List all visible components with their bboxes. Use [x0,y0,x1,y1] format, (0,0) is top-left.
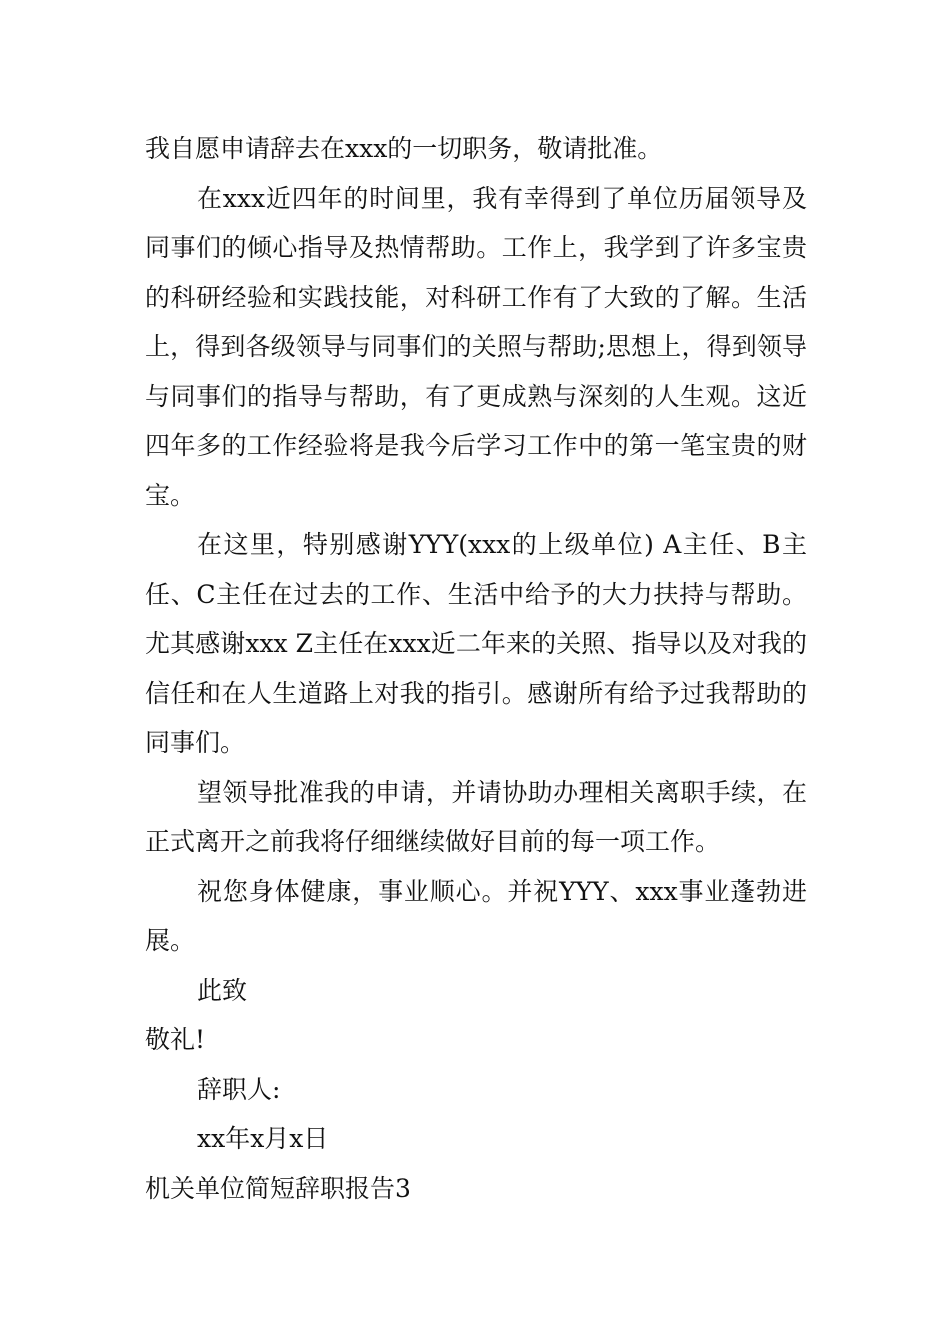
paragraph-request: 望领导批准我的申请，并请协助办理相关离职手续，在正式离开之前我将仔细继续做好目前的每一项工作。 [145,777,807,856]
paragraph-thanks: 在这里，特别感谢YYY(xxx的上级单位) A主任、B主任、C主任在过去的工作、生活中给予的大力扶持与帮助。尤其感谢xxx Z主任在xxx近二年来的关照、指导以及对我的信任和在人生道路上对我的指引。感谢所有给予过我帮助的同事们。 [145,530,807,757]
date-text: xx年x月x日 [197,1124,329,1153]
closing-text: 此致 [197,975,248,1005]
paragraph-wishes: 祝您身体健康，事业顺心。并祝YYY、xxx事业蓬勃进展。 [145,876,807,955]
salute-text: 敬礼! [145,1025,206,1054]
signature-label: 辞职人: [197,1074,281,1104]
paragraph-opening: 我自愿申请辞去在xxx的一切职务，敬请批准。 [145,134,663,163]
next-section-title: 机关单位简短辞职报告3 [145,1173,411,1203]
document-page [145,124,807,1213]
paragraph-experience: 在xxx近四年的时间里，我有幸得到了单位历届领导及同事们的倾心指导及热情帮助。工作上，我学到了许多宝贵的科研经验和实践技能，对科研工作有了大致的了解。生活上，得到各级领导与同事们的关照与帮助;思想上，得到领导与同事们的指导与帮助，有了更成熟与深刻的人生观。这近四年多的工作经验将是我今后学习工作中的第一笔宝贵的财宝。 [145,183,807,510]
